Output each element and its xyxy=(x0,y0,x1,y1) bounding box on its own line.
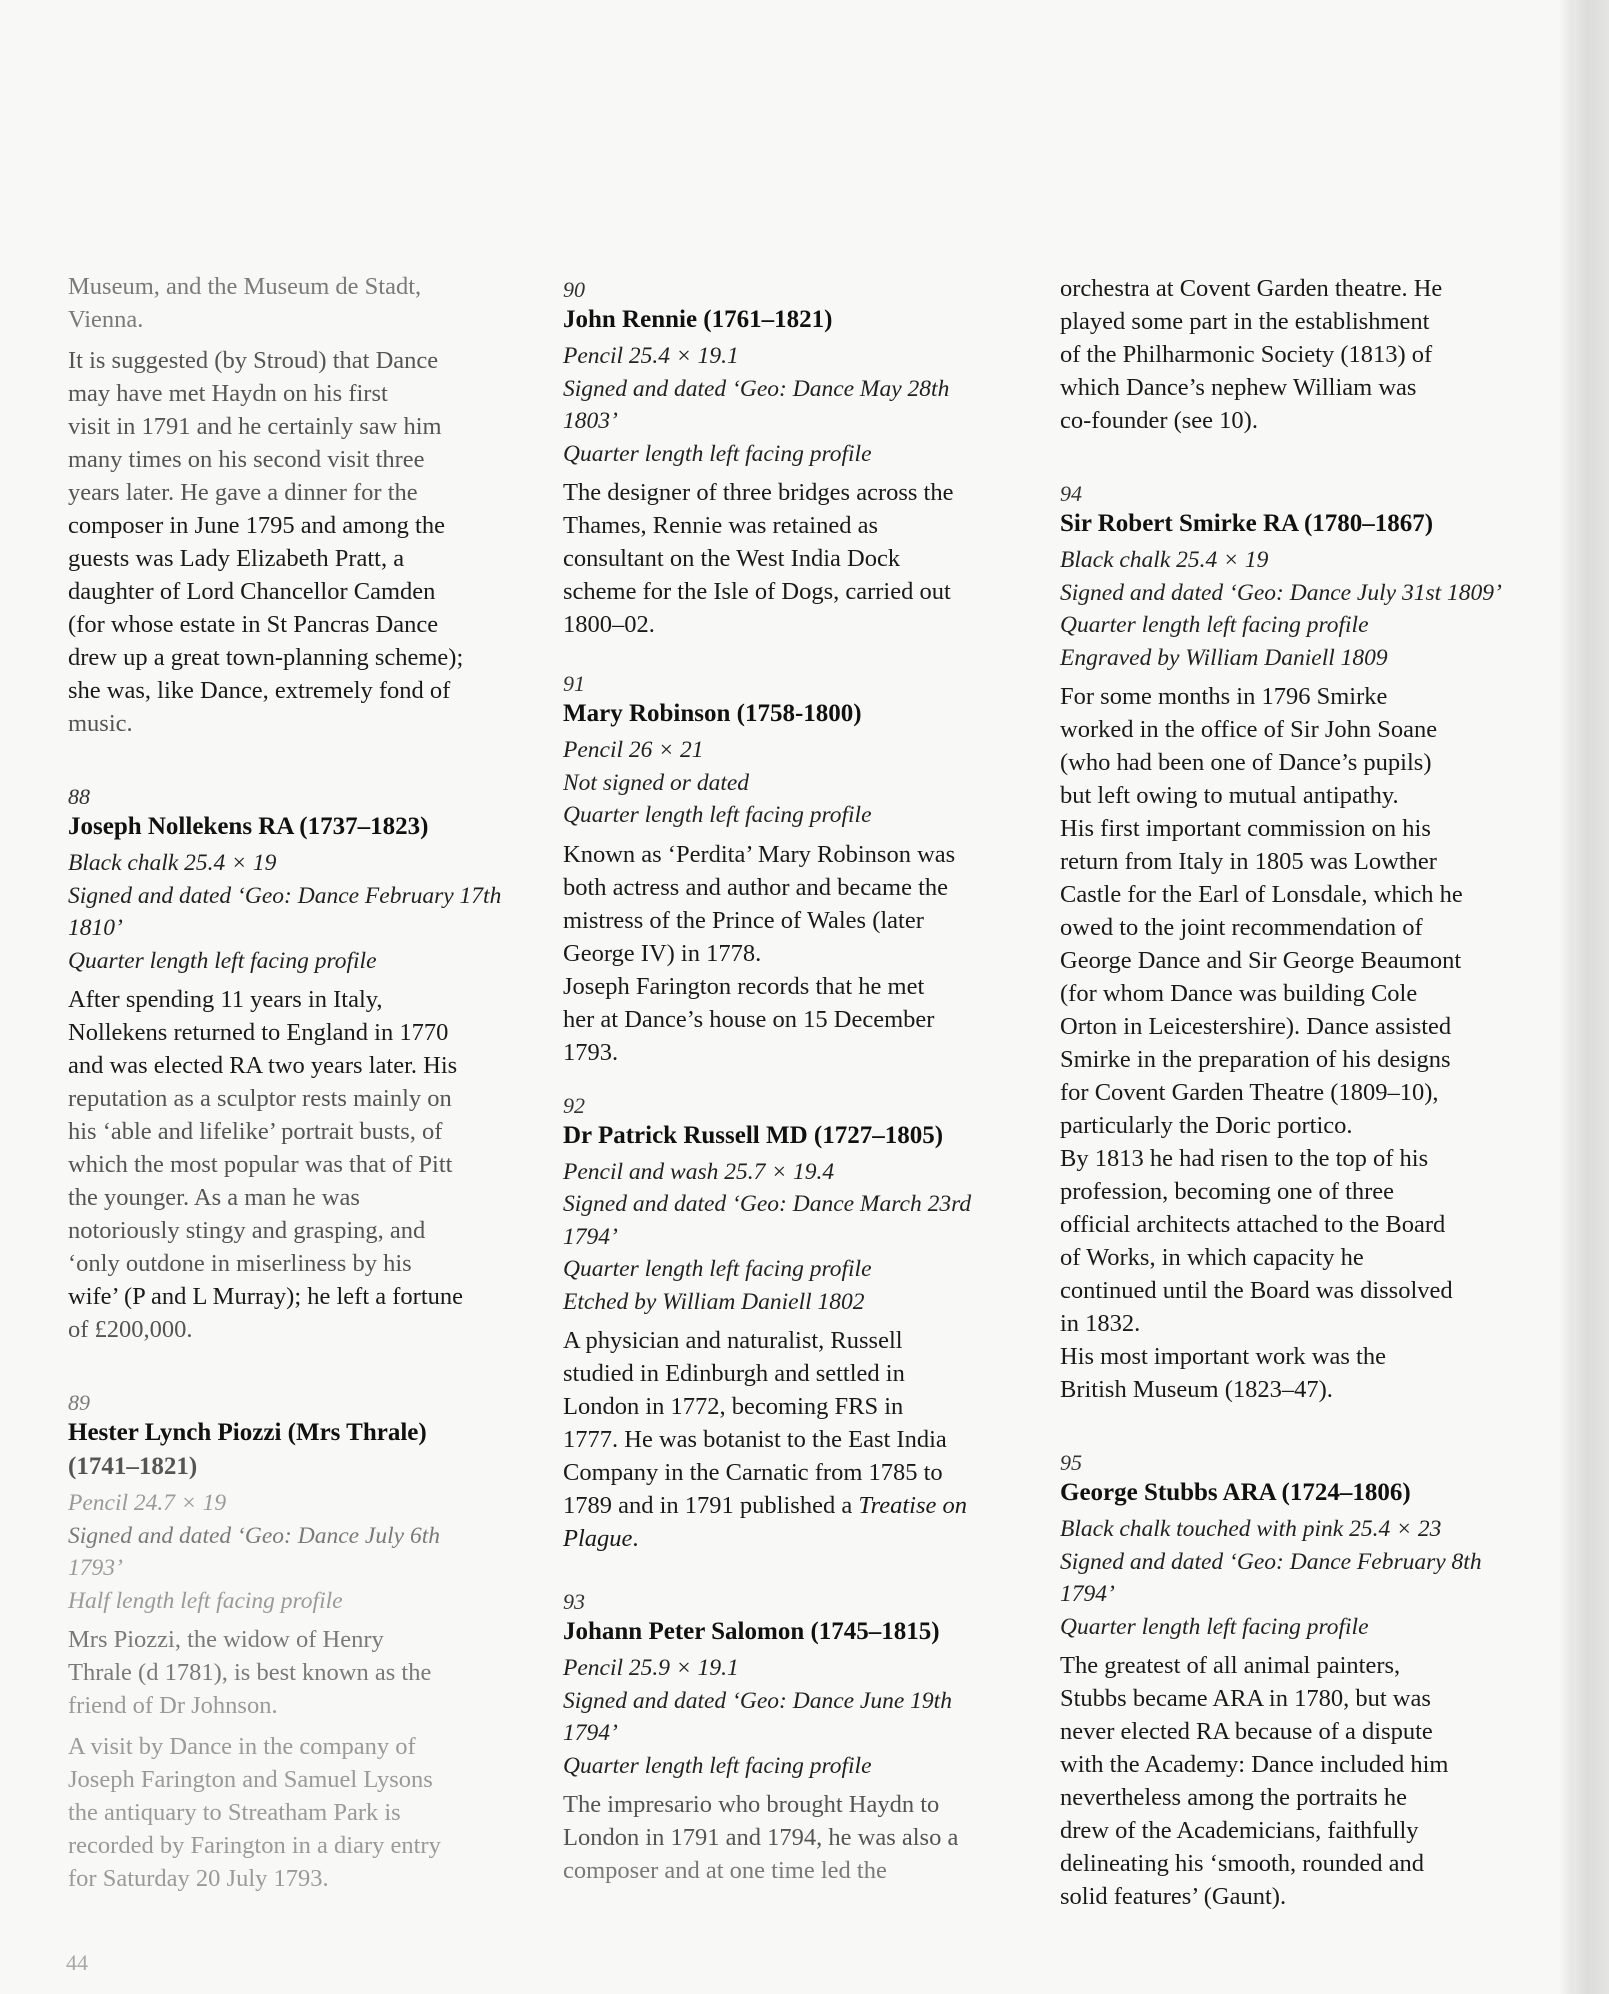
entry-details xyxy=(563,340,1023,470)
text-line: may have met Haydn on his first xyxy=(68,380,388,407)
text-line: worked in the office of Sir John Soane xyxy=(1060,716,1438,743)
pose-description: Quarter length left facing profile xyxy=(563,440,872,467)
entry-number: 88 xyxy=(68,784,90,809)
text-line: recorded by Farington in a diary entry xyxy=(68,1832,441,1859)
medium-dimensions: Black chalk 25.4 × 19 xyxy=(68,850,277,876)
text-line: co-founder (see 10). xyxy=(1060,407,1258,434)
paragraph xyxy=(68,983,508,1346)
signature-line: 1810’ xyxy=(68,915,123,941)
entry-number: 90 xyxy=(563,277,585,302)
text-line: his ‘able and lifelike’ portrait busts, of xyxy=(68,1118,443,1145)
text-line: drew up a great town-planning scheme); xyxy=(68,644,464,671)
catalogue-entry-92 xyxy=(563,1093,1023,1556)
signature-line: Signed and dated ‘Geo: Dance May 28th xyxy=(563,375,950,402)
entry-number: 94 xyxy=(1060,481,1082,506)
text-line: (for whom Dance was building Cole xyxy=(1060,980,1418,1007)
paragraph xyxy=(563,1324,1023,1555)
text-line: British Museum (1823–47). xyxy=(1060,1376,1333,1403)
entry-title: Dr Patrick Russell MD (1727–1805) xyxy=(563,1121,944,1149)
paragraph xyxy=(68,344,508,740)
signature-line: 1794’ xyxy=(1060,1581,1115,1607)
etching-credit: Etched by William Daniell 1802 xyxy=(563,1288,865,1315)
text-line: Mrs Piozzi, the widow of Henry xyxy=(68,1626,384,1653)
paragraph xyxy=(68,270,508,336)
text-line: After spending 11 years in Italy, xyxy=(68,986,383,1013)
signature-line: 1793’ xyxy=(68,1555,123,1581)
catalogue-entry-91 xyxy=(563,671,1023,1069)
text-line: but left owing to mutual antipathy. xyxy=(1060,782,1399,809)
book-title: Plague xyxy=(563,1525,633,1552)
entry-details xyxy=(1060,544,1540,674)
signature-line: 1794’ xyxy=(563,1720,618,1746)
text-line: The greatest of all animal painters, xyxy=(1060,1652,1401,1679)
entry-title: Sir Robert Smirke RA (1780–1867) xyxy=(1060,510,1434,537)
entry-title: Joseph Nollekens RA (1737–1823) xyxy=(68,813,429,840)
paragraph xyxy=(563,1788,1023,1887)
entry-details xyxy=(563,1652,1023,1782)
page-number: 44 xyxy=(66,1950,88,1975)
text-line: Smirke in the preparation of his designs xyxy=(1060,1046,1451,1073)
text-line: Museum, and the Museum de Stadt, xyxy=(68,273,422,300)
entry-title: Johann Peter Salomon (1745–1815) xyxy=(563,1618,940,1645)
paragraph xyxy=(563,838,1023,1069)
text-line: By 1813 he had risen to the top of his xyxy=(1060,1145,1429,1172)
signature-line: 1803’ xyxy=(563,408,618,434)
text-line: It is suggested (by Stroud) that Dance xyxy=(68,347,439,374)
medium-dimensions: Pencil and wash 25.7 × 19.4 xyxy=(563,1158,835,1185)
text-line: Vienna. xyxy=(68,306,144,333)
signature-line: Signed and dated ‘Geo: Dance February 17th xyxy=(68,882,502,909)
paragraph xyxy=(1060,1649,1540,1913)
text-line: composer in June 1795 and among the xyxy=(68,512,445,539)
text-line: years later. He gave a dinner for the xyxy=(68,479,418,506)
text-line: Castle for the Earl of Lonsdale, which he xyxy=(1060,881,1463,908)
signature-line: Signed and dated ‘Geo: Dance July 6th xyxy=(68,1522,440,1549)
entry-number: 93 xyxy=(563,1589,585,1614)
pose-description: Half length left facing profile xyxy=(68,1587,343,1614)
text-line: Joseph Farington and Samuel Lysons xyxy=(68,1766,433,1793)
text-line: nevertheless among the portraits he xyxy=(1060,1784,1407,1811)
text-line: Stubbs became ARA in 1780, but was xyxy=(1060,1685,1431,1712)
text-line: reputation as a sculptor rests mainly on xyxy=(68,1085,452,1112)
text-fragment: 1789 and in 1791 published a xyxy=(563,1492,859,1519)
medium-dimensions: Black chalk touched with pink 25.4 × 23 xyxy=(1060,1516,1442,1542)
text-line: with the Academy: Dance included him xyxy=(1060,1751,1449,1778)
entry-details xyxy=(563,734,1023,832)
entry-number: 91 xyxy=(563,671,585,696)
text-line: never elected RA because of a dispute xyxy=(1060,1718,1433,1745)
medium-dimensions: Pencil 25.4 × 19.1 xyxy=(563,343,739,369)
text-line: for Covent Garden Theatre (1809–10), xyxy=(1060,1079,1439,1106)
column-left xyxy=(68,270,508,1903)
book-title: Treatise on xyxy=(858,1492,967,1519)
signature-line: Signed and dated ‘Geo: Dance June 19th xyxy=(563,1687,952,1714)
text-line: 1800–02. xyxy=(563,611,655,638)
text-line: Joseph Farington records that he met xyxy=(563,972,925,1000)
entry-title: (1741–1821) xyxy=(68,1453,198,1480)
text-line: the antiquary to Streatham Park is xyxy=(68,1799,401,1826)
text-line: (who had been one of Dance’s pupils) xyxy=(1060,749,1432,776)
text-line: her at Dance’s house on 15 December xyxy=(563,1005,935,1033)
medium-dimensions: Black chalk 25.4 × 19 xyxy=(1060,547,1269,573)
text-line: His most important work was the xyxy=(1060,1343,1386,1370)
text-line: A physician and naturalist, Russell xyxy=(563,1327,903,1354)
column-middle xyxy=(563,277,1023,1895)
text-line: The designer of three bridges across the xyxy=(563,479,954,506)
medium-dimensions: Pencil 25.9 × 19.1 xyxy=(563,1655,739,1681)
text-line: played some part in the establishment xyxy=(1060,308,1430,335)
paragraph xyxy=(563,476,1023,641)
text-line: delineating his ‘smooth, rounded and xyxy=(1060,1850,1425,1877)
text-line: Nollekens returned to England in 1770 xyxy=(68,1019,449,1046)
text-line: Company in the Carnatic from 1785 to xyxy=(563,1459,943,1486)
text-line xyxy=(563,1489,1023,1522)
engraving-credit: Engraved by William Daniell 1809 xyxy=(1060,644,1388,671)
text-line: scheme for the Isle of Dogs, carried out xyxy=(563,578,951,605)
text-line: His first important commission on his xyxy=(1060,815,1431,842)
entry-number: 92 xyxy=(563,1092,585,1118)
paragraph xyxy=(1060,680,1540,1406)
pose-description: Quarter length left facing profile xyxy=(563,1256,872,1282)
continuation-text xyxy=(68,270,508,740)
text-line: which Dance’s nephew William was xyxy=(1060,374,1417,401)
catalogue-entry-88 xyxy=(68,784,508,1346)
entry-number: 89 xyxy=(68,1390,90,1415)
page-gutter-shadow xyxy=(1559,0,1573,1994)
pose-description: Quarter length left facing profile xyxy=(563,1752,872,1779)
text-line: guests was Lady Elizabeth Pratt, a xyxy=(68,545,405,572)
text-line: of £200,000. xyxy=(68,1316,193,1343)
entry-details xyxy=(68,847,508,977)
text-line xyxy=(563,1522,1023,1555)
text-line: For some months in 1796 Smirke xyxy=(1060,683,1388,710)
text-line: of the Philharmonic Society (1813) of xyxy=(1060,341,1433,368)
text-line: continued until the Board was dissolved xyxy=(1060,1277,1453,1304)
entry-details xyxy=(1060,1513,1540,1643)
catalogue-entry-95 xyxy=(1060,1450,1540,1913)
text-line: wife’ (P and L Murray); he left a fortune xyxy=(68,1283,464,1310)
text-line: orchestra at Covent Garden theatre. He xyxy=(1060,275,1443,302)
text-line: official architects attached to the Board xyxy=(1060,1211,1446,1238)
text-line: drew of the Academicians, faithfully xyxy=(1060,1817,1419,1844)
entry-details xyxy=(563,1156,1023,1319)
paragraph xyxy=(68,1730,508,1895)
text-line: London in 1772, becoming FRS in xyxy=(563,1393,904,1420)
text-line: composer and at one time led the xyxy=(563,1857,887,1884)
signature-status: Not signed or dated xyxy=(563,769,750,796)
text-line: consultant on the West India Dock xyxy=(563,545,901,572)
pose-description: Quarter length left facing profile xyxy=(563,802,872,828)
text-line: ‘only outdone in miserliness by his xyxy=(68,1250,412,1277)
text-line: The impresario who brought Haydn to xyxy=(563,1791,940,1818)
text-line: of Works, in which capacity he xyxy=(1060,1244,1364,1271)
text-line: 1777. He was botanist to the East India xyxy=(563,1426,947,1453)
entry-title: Mary Robinson (1758-1800) xyxy=(563,700,862,727)
text-line: A visit by Dance in the company of xyxy=(68,1733,416,1760)
text-line: studied in Edinburgh and settled in xyxy=(563,1360,905,1387)
signature-line: Signed and dated ‘Geo: Dance March 23rd xyxy=(563,1191,972,1217)
text-line: Orton in Leicestershire). Dance assisted xyxy=(1060,1013,1452,1040)
text-line: George Dance and Sir George Beaumont xyxy=(1060,947,1462,974)
entry-number: 95 xyxy=(1060,1450,1082,1475)
text-line: (for whose estate in St Pancras Dance xyxy=(68,611,439,638)
catalogue-entry-90 xyxy=(563,277,1023,641)
signature-line: 1794’ xyxy=(563,1223,618,1250)
text-line: George IV) in 1778. xyxy=(563,939,762,967)
text-line: in 1832. xyxy=(1060,1310,1141,1337)
text-line: mistress of the Prince of Wales (later xyxy=(563,906,924,934)
pose-description: Quarter length left facing profile xyxy=(1060,1613,1369,1640)
pose-description: Quarter length left facing profile xyxy=(1060,612,1369,638)
text-fragment: . xyxy=(632,1525,639,1552)
text-line: return from Italy in 1805 was Lowther xyxy=(1060,848,1437,875)
text-line: for Saturday 20 July 1793. xyxy=(68,1865,329,1892)
entry-title: John Rennie (1761–1821) xyxy=(563,306,833,333)
text-line: notoriously stingy and grasping, and xyxy=(68,1217,426,1244)
catalogue-entry-94 xyxy=(1060,481,1540,1406)
catalogue-entry-93 xyxy=(563,1589,1023,1887)
text-line: Thrale (d 1781), is best known as the xyxy=(68,1659,432,1686)
text-line: and was elected RA two years later. His xyxy=(68,1052,458,1079)
text-line: daughter of Lord Chancellor Camden xyxy=(68,578,436,605)
text-line: many times on his second visit three xyxy=(68,446,425,473)
text-line: owed to the joint recommendation of xyxy=(1060,914,1423,941)
text-line: Known as ‘Perdita’ Mary Robinson was xyxy=(563,840,956,868)
text-line: visit in 1791 and he certainly saw him xyxy=(68,413,442,440)
text-line: 1793. xyxy=(563,1038,619,1066)
signature-line: Signed and dated ‘Geo: Dance July 31st 1809’ xyxy=(1060,579,1502,606)
text-line: music. xyxy=(68,710,133,737)
text-line: friend of Dr Johnson. xyxy=(68,1692,278,1719)
paragraph xyxy=(68,1623,508,1722)
text-line: profession, becoming one of three xyxy=(1060,1178,1395,1205)
text-line: both actress and author and became the xyxy=(563,873,949,901)
page-gutter xyxy=(1573,0,1609,1994)
text-line: she was, like Dance, extremely fond of xyxy=(68,677,451,704)
signature-line: Signed and dated ‘Geo: Dance February 8th xyxy=(1060,1548,1482,1575)
text-line: London in 1791 and 1794, he was also a xyxy=(563,1824,959,1851)
text-line: which the most popular was that of Pitt xyxy=(68,1151,453,1178)
pose-description: Quarter length left facing profile xyxy=(68,947,377,974)
text-line: the younger. As a man he was xyxy=(68,1184,360,1211)
continuation-text xyxy=(1060,272,1540,437)
text-line: particularly the Doric portico. xyxy=(1060,1112,1353,1139)
medium-dimensions: Pencil 24.7 × 19 xyxy=(68,1490,227,1516)
column-right xyxy=(1060,272,1540,1921)
entry-title: George Stubbs ARA (1724–1806) xyxy=(1060,1479,1411,1506)
entry-title: Hester Lynch Piozzi (Mrs Thrale) xyxy=(68,1419,427,1446)
text-line: solid features’ (Gaunt). xyxy=(1060,1883,1287,1910)
catalogue-entry-89 xyxy=(68,1390,508,1895)
medium-dimensions: Pencil 26 × 21 xyxy=(563,737,704,763)
text-line: Thames, Rennie was retained as xyxy=(563,512,878,539)
entry-details xyxy=(68,1487,508,1617)
